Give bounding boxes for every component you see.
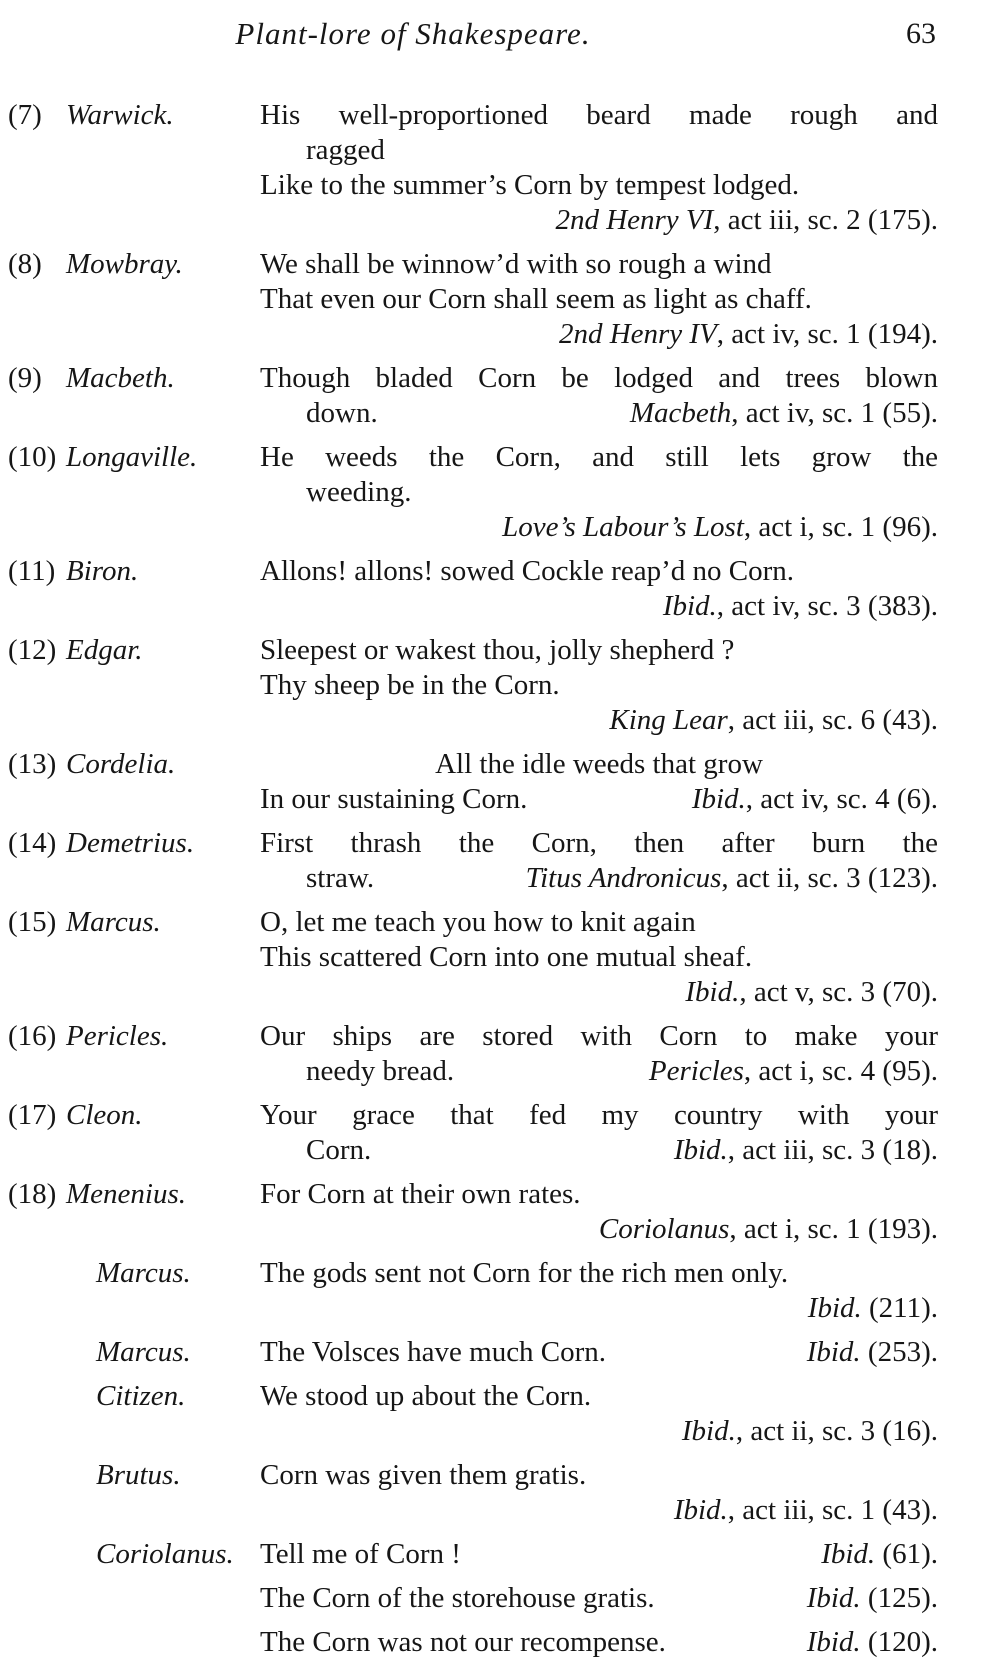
quote-line bbox=[260, 1177, 938, 1212]
text-segment: , act ii, sc. 3 (16). bbox=[735, 1415, 938, 1447]
citation-source: Titus Andronicus bbox=[525, 862, 722, 894]
text-segment: Like to the summer’s Corn by tempest lodged. bbox=[260, 169, 800, 201]
speaker-name bbox=[66, 1581, 260, 1616]
citation-fragment bbox=[674, 1133, 938, 1168]
citation-line bbox=[260, 317, 938, 352]
entry-number bbox=[8, 1335, 66, 1370]
text-segment: (253). bbox=[860, 1336, 938, 1368]
quote-entry bbox=[8, 1335, 938, 1370]
text-segment: (125). bbox=[860, 1582, 938, 1614]
quote-fragment bbox=[260, 861, 374, 896]
speaker-name: Longaville. bbox=[66, 441, 198, 473]
text-segment: Our ships are stored with Corn to make your bbox=[260, 1020, 938, 1052]
quote-body bbox=[260, 1458, 938, 1528]
quote-fragment bbox=[260, 1537, 461, 1572]
text-segment: weeding. bbox=[306, 476, 412, 508]
entry-number: (8) bbox=[8, 248, 42, 280]
text-segment: down. bbox=[306, 397, 378, 429]
speaker-name: Edgar. bbox=[66, 634, 143, 666]
entry-number: (7) bbox=[8, 99, 42, 131]
citation-source: Macbeth bbox=[629, 397, 732, 429]
quote-line bbox=[260, 98, 938, 133]
quote-entry bbox=[8, 1581, 938, 1616]
speaker-name: Biron. bbox=[66, 555, 139, 587]
text-segment: Corn was given them gratis. bbox=[260, 1459, 587, 1491]
text-segment: Sleepest or wakest thou, jolly shepherd ? bbox=[260, 634, 735, 666]
quote-entry bbox=[8, 747, 938, 817]
quote-line bbox=[260, 475, 938, 510]
text-segment: , act iv, sc. 1 (55). bbox=[731, 397, 938, 429]
quote-line bbox=[260, 1458, 938, 1493]
quote-line bbox=[260, 133, 938, 168]
text-segment: , act iii, sc. 6 (43). bbox=[727, 704, 938, 736]
citation-line bbox=[260, 510, 938, 545]
entry-number bbox=[8, 1256, 66, 1326]
quote-line bbox=[260, 1537, 938, 1572]
quote-entry bbox=[8, 633, 938, 738]
quote-body bbox=[260, 826, 938, 896]
entry-number: (12) bbox=[8, 634, 57, 666]
page-number: 63 bbox=[906, 17, 936, 50]
text-segment: Though bladed Corn be lodged and trees blown bbox=[260, 362, 938, 394]
entry-number: (10) bbox=[8, 441, 57, 473]
citation-line bbox=[260, 1291, 938, 1326]
text-segment: ragged bbox=[306, 134, 385, 166]
text-segment: His well-proportioned beard made rough and bbox=[260, 99, 938, 131]
text-segment: The Corn was not our recompense. bbox=[260, 1626, 666, 1658]
text-segment: , act i, sc. 1 (193). bbox=[729, 1213, 938, 1245]
text-segment: , act iii, sc. 2 (175). bbox=[713, 204, 938, 236]
quote-entry bbox=[8, 1019, 938, 1089]
quote-body bbox=[260, 1537, 938, 1572]
quote-entry bbox=[8, 1458, 938, 1528]
quote-entry bbox=[8, 1256, 938, 1326]
text-segment: He weeds the Corn, and still lets grow the bbox=[260, 441, 938, 473]
speaker-name: Cleon. bbox=[66, 1099, 143, 1131]
text-segment: , act iv, sc. 3 (383). bbox=[716, 590, 938, 622]
speaker-name: Marcus. bbox=[96, 1336, 191, 1368]
quote-entry bbox=[8, 247, 938, 352]
quote-entry bbox=[8, 361, 938, 431]
citation-source: Love’s Labour’s Lost bbox=[502, 511, 744, 543]
quote-fragment bbox=[260, 1625, 666, 1660]
speaker-name: Macbeth. bbox=[66, 362, 175, 394]
entry-number bbox=[8, 1537, 66, 1572]
speaker-name: Marcus. bbox=[96, 1257, 191, 1289]
citation-source: Ibid. bbox=[807, 1292, 862, 1324]
entry-number bbox=[8, 1581, 66, 1616]
quote-entry bbox=[8, 440, 938, 545]
quote-body bbox=[260, 1379, 938, 1449]
text-segment: , act v, sc. 3 (70). bbox=[739, 976, 938, 1008]
quote-line bbox=[260, 247, 938, 282]
text-segment: We shall be winnow’d with so rough a wind bbox=[260, 248, 772, 280]
entry-number: (16) bbox=[8, 1020, 57, 1052]
citation-fragment bbox=[526, 861, 938, 896]
text-segment: Your grace that fed my country with your bbox=[260, 1099, 938, 1131]
quote-entry bbox=[8, 826, 938, 896]
quote-line bbox=[260, 440, 938, 475]
quote-fragment bbox=[260, 1335, 606, 1370]
text-segment: Thy sheep be in the Corn. bbox=[260, 669, 560, 701]
quote-line bbox=[260, 1098, 938, 1133]
quote-body bbox=[260, 98, 938, 238]
quote-line bbox=[260, 361, 938, 396]
speaker-name: Citizen. bbox=[96, 1380, 186, 1412]
text-segment: This scattered Corn into one mutual sheaf. bbox=[260, 941, 753, 973]
text-segment: (120). bbox=[860, 1626, 938, 1658]
text-segment: That even our Corn shall seem as light as chaff. bbox=[260, 283, 812, 315]
text-segment: Allons! allons! sowed Cockle reap’d no Corn. bbox=[260, 555, 794, 587]
quote-entry bbox=[8, 1537, 938, 1572]
entry-number bbox=[8, 1379, 66, 1449]
quote-body bbox=[260, 1625, 938, 1660]
speaker-name: Pericles. bbox=[66, 1020, 169, 1052]
text-segment: O, let me teach you how to knit again bbox=[260, 906, 696, 938]
quote-line bbox=[260, 668, 938, 703]
citation-source: Coriolanus bbox=[598, 1213, 730, 1245]
entry-number bbox=[8, 1625, 66, 1660]
entry-number bbox=[8, 1458, 66, 1528]
quote-line bbox=[260, 1256, 938, 1291]
text-segment: All the idle weeds that grow bbox=[435, 748, 763, 780]
quote-line bbox=[260, 747, 938, 782]
text-segment: , act iii, sc. 3 (18). bbox=[727, 1134, 938, 1166]
citation-source: King Lear bbox=[609, 704, 728, 736]
quote-entry bbox=[8, 98, 938, 238]
quote-entry bbox=[8, 1625, 938, 1660]
citation-fragment bbox=[807, 1335, 938, 1370]
text-segment: The gods sent not Corn for the rich men only. bbox=[260, 1257, 789, 1289]
quote-line bbox=[260, 940, 938, 975]
citation-fragment bbox=[807, 1581, 938, 1616]
text-segment: (61). bbox=[875, 1538, 938, 1570]
quote-line bbox=[260, 782, 938, 817]
citation-source: Ibid. bbox=[806, 1626, 861, 1658]
quote-entry bbox=[8, 554, 938, 624]
quote-line bbox=[260, 826, 938, 861]
quote-line bbox=[260, 1625, 938, 1660]
citation-line bbox=[260, 203, 938, 238]
citation-fragment bbox=[630, 396, 938, 431]
quote-line bbox=[260, 554, 938, 589]
citation-line bbox=[260, 1493, 938, 1528]
quote-line bbox=[260, 282, 938, 317]
citation-line bbox=[260, 1414, 938, 1449]
quote-body bbox=[260, 554, 938, 624]
text-segment: First thrash the Corn, then after burn the bbox=[260, 827, 938, 859]
text-segment: Corn. bbox=[306, 1134, 372, 1166]
speaker-name: Marcus. bbox=[66, 906, 161, 938]
text-segment: The Volsces have much Corn. bbox=[260, 1336, 607, 1368]
quote-body bbox=[260, 747, 938, 817]
citation-line bbox=[260, 703, 938, 738]
quote-fragment bbox=[260, 396, 378, 431]
citation-source: Ibid. bbox=[673, 1134, 728, 1166]
entry-number: (17) bbox=[8, 1099, 57, 1131]
running-title: Plant-lore of Shakespeare. bbox=[235, 16, 591, 51]
quote-fragment bbox=[260, 1581, 655, 1616]
text-segment: For Corn at their own rates. bbox=[260, 1178, 581, 1210]
citation-line bbox=[260, 975, 938, 1010]
citation-source: Ibid. bbox=[806, 1336, 861, 1368]
quote-body bbox=[260, 1177, 938, 1247]
quote-line bbox=[260, 861, 938, 896]
quote-entry bbox=[8, 1379, 938, 1449]
quote-line bbox=[260, 396, 938, 431]
citation-source: Ibid. bbox=[691, 783, 746, 815]
quote-body bbox=[260, 1581, 938, 1616]
text-segment: , act ii, sc. 3 (123). bbox=[721, 862, 938, 894]
citation-source: 2nd Henry VI bbox=[555, 204, 714, 236]
text-segment: The Corn of the storehouse gratis. bbox=[260, 1582, 655, 1614]
speaker-name bbox=[66, 1625, 260, 1660]
quote-fragment bbox=[260, 1054, 454, 1089]
citation-source: Ibid. bbox=[681, 1415, 736, 1447]
speaker-name: Demetrius. bbox=[66, 827, 195, 859]
quote-line bbox=[260, 168, 938, 203]
citation-fragment bbox=[807, 1625, 938, 1660]
speaker-name: Brutus. bbox=[96, 1459, 181, 1491]
text-segment: , act i, sc. 1 (96). bbox=[743, 511, 938, 543]
quote-line bbox=[260, 1335, 938, 1370]
text-segment: We stood up about the Corn. bbox=[260, 1380, 592, 1412]
quote-entry bbox=[8, 905, 938, 1010]
quote-body bbox=[260, 1098, 938, 1168]
quote-line bbox=[260, 1133, 938, 1168]
quote-line bbox=[260, 905, 938, 940]
entry-number: (18) bbox=[8, 1178, 57, 1210]
citation-source: Ibid. bbox=[821, 1538, 876, 1570]
quote-body bbox=[260, 361, 938, 431]
speaker-name: Coriolanus. bbox=[96, 1538, 234, 1570]
text-segment: (211). bbox=[861, 1292, 938, 1324]
speaker-name: Warwick. bbox=[66, 99, 174, 131]
citation-source: Ibid. bbox=[806, 1582, 861, 1614]
citation-fragment bbox=[821, 1537, 938, 1572]
entry-number: (15) bbox=[8, 906, 57, 938]
quote-line bbox=[260, 1019, 938, 1054]
citation-fragment bbox=[692, 782, 938, 817]
entry-number: (11) bbox=[8, 555, 56, 587]
citation-source: Ibid. bbox=[673, 1494, 728, 1526]
text-segment: In our sustaining Corn. bbox=[260, 783, 528, 815]
quote-fragment bbox=[260, 782, 527, 817]
citation-source: 2nd Henry IV bbox=[558, 318, 717, 350]
quote-line bbox=[260, 1379, 938, 1414]
quote-entry bbox=[8, 1098, 938, 1168]
speaker-name: Mowbray. bbox=[66, 248, 183, 280]
text-segment: , act iv, sc. 4 (6). bbox=[745, 783, 938, 815]
speaker-name: Cordelia. bbox=[66, 748, 176, 780]
quote-line bbox=[260, 1581, 938, 1616]
quote-body bbox=[260, 247, 938, 352]
citation-source: Ibid. bbox=[685, 976, 740, 1008]
text-segment: , act iii, sc. 1 (43). bbox=[727, 1494, 938, 1526]
quote-line bbox=[260, 633, 938, 668]
quote-body bbox=[260, 440, 938, 545]
quote-body bbox=[260, 633, 938, 738]
quote-body bbox=[260, 1256, 938, 1326]
entry-number: (14) bbox=[8, 827, 57, 859]
citation-line bbox=[260, 1212, 938, 1247]
running-header bbox=[8, 16, 938, 56]
text-segment: , act iv, sc. 1 (194). bbox=[716, 318, 938, 350]
citation-source: Ibid. bbox=[662, 590, 717, 622]
text-segment: needy bread. bbox=[306, 1055, 455, 1087]
quote-entries bbox=[8, 98, 938, 1660]
quote-body bbox=[260, 905, 938, 1010]
quote-line bbox=[260, 1054, 938, 1089]
speaker-name: Menenius. bbox=[66, 1178, 186, 1210]
citation-fragment bbox=[649, 1054, 938, 1089]
text-segment: Tell me of Corn ! bbox=[260, 1538, 461, 1570]
citation-source: Pericles bbox=[648, 1055, 744, 1087]
entry-number: (9) bbox=[8, 362, 42, 394]
text-segment: , act i, sc. 4 (95). bbox=[743, 1055, 938, 1087]
quote-body bbox=[260, 1019, 938, 1089]
citation-line bbox=[260, 589, 938, 624]
quote-entry bbox=[8, 1177, 938, 1247]
text-segment: straw. bbox=[306, 862, 375, 894]
quote-fragment bbox=[260, 1133, 371, 1168]
quote-body bbox=[260, 1335, 938, 1370]
entry-number: (13) bbox=[8, 748, 57, 780]
